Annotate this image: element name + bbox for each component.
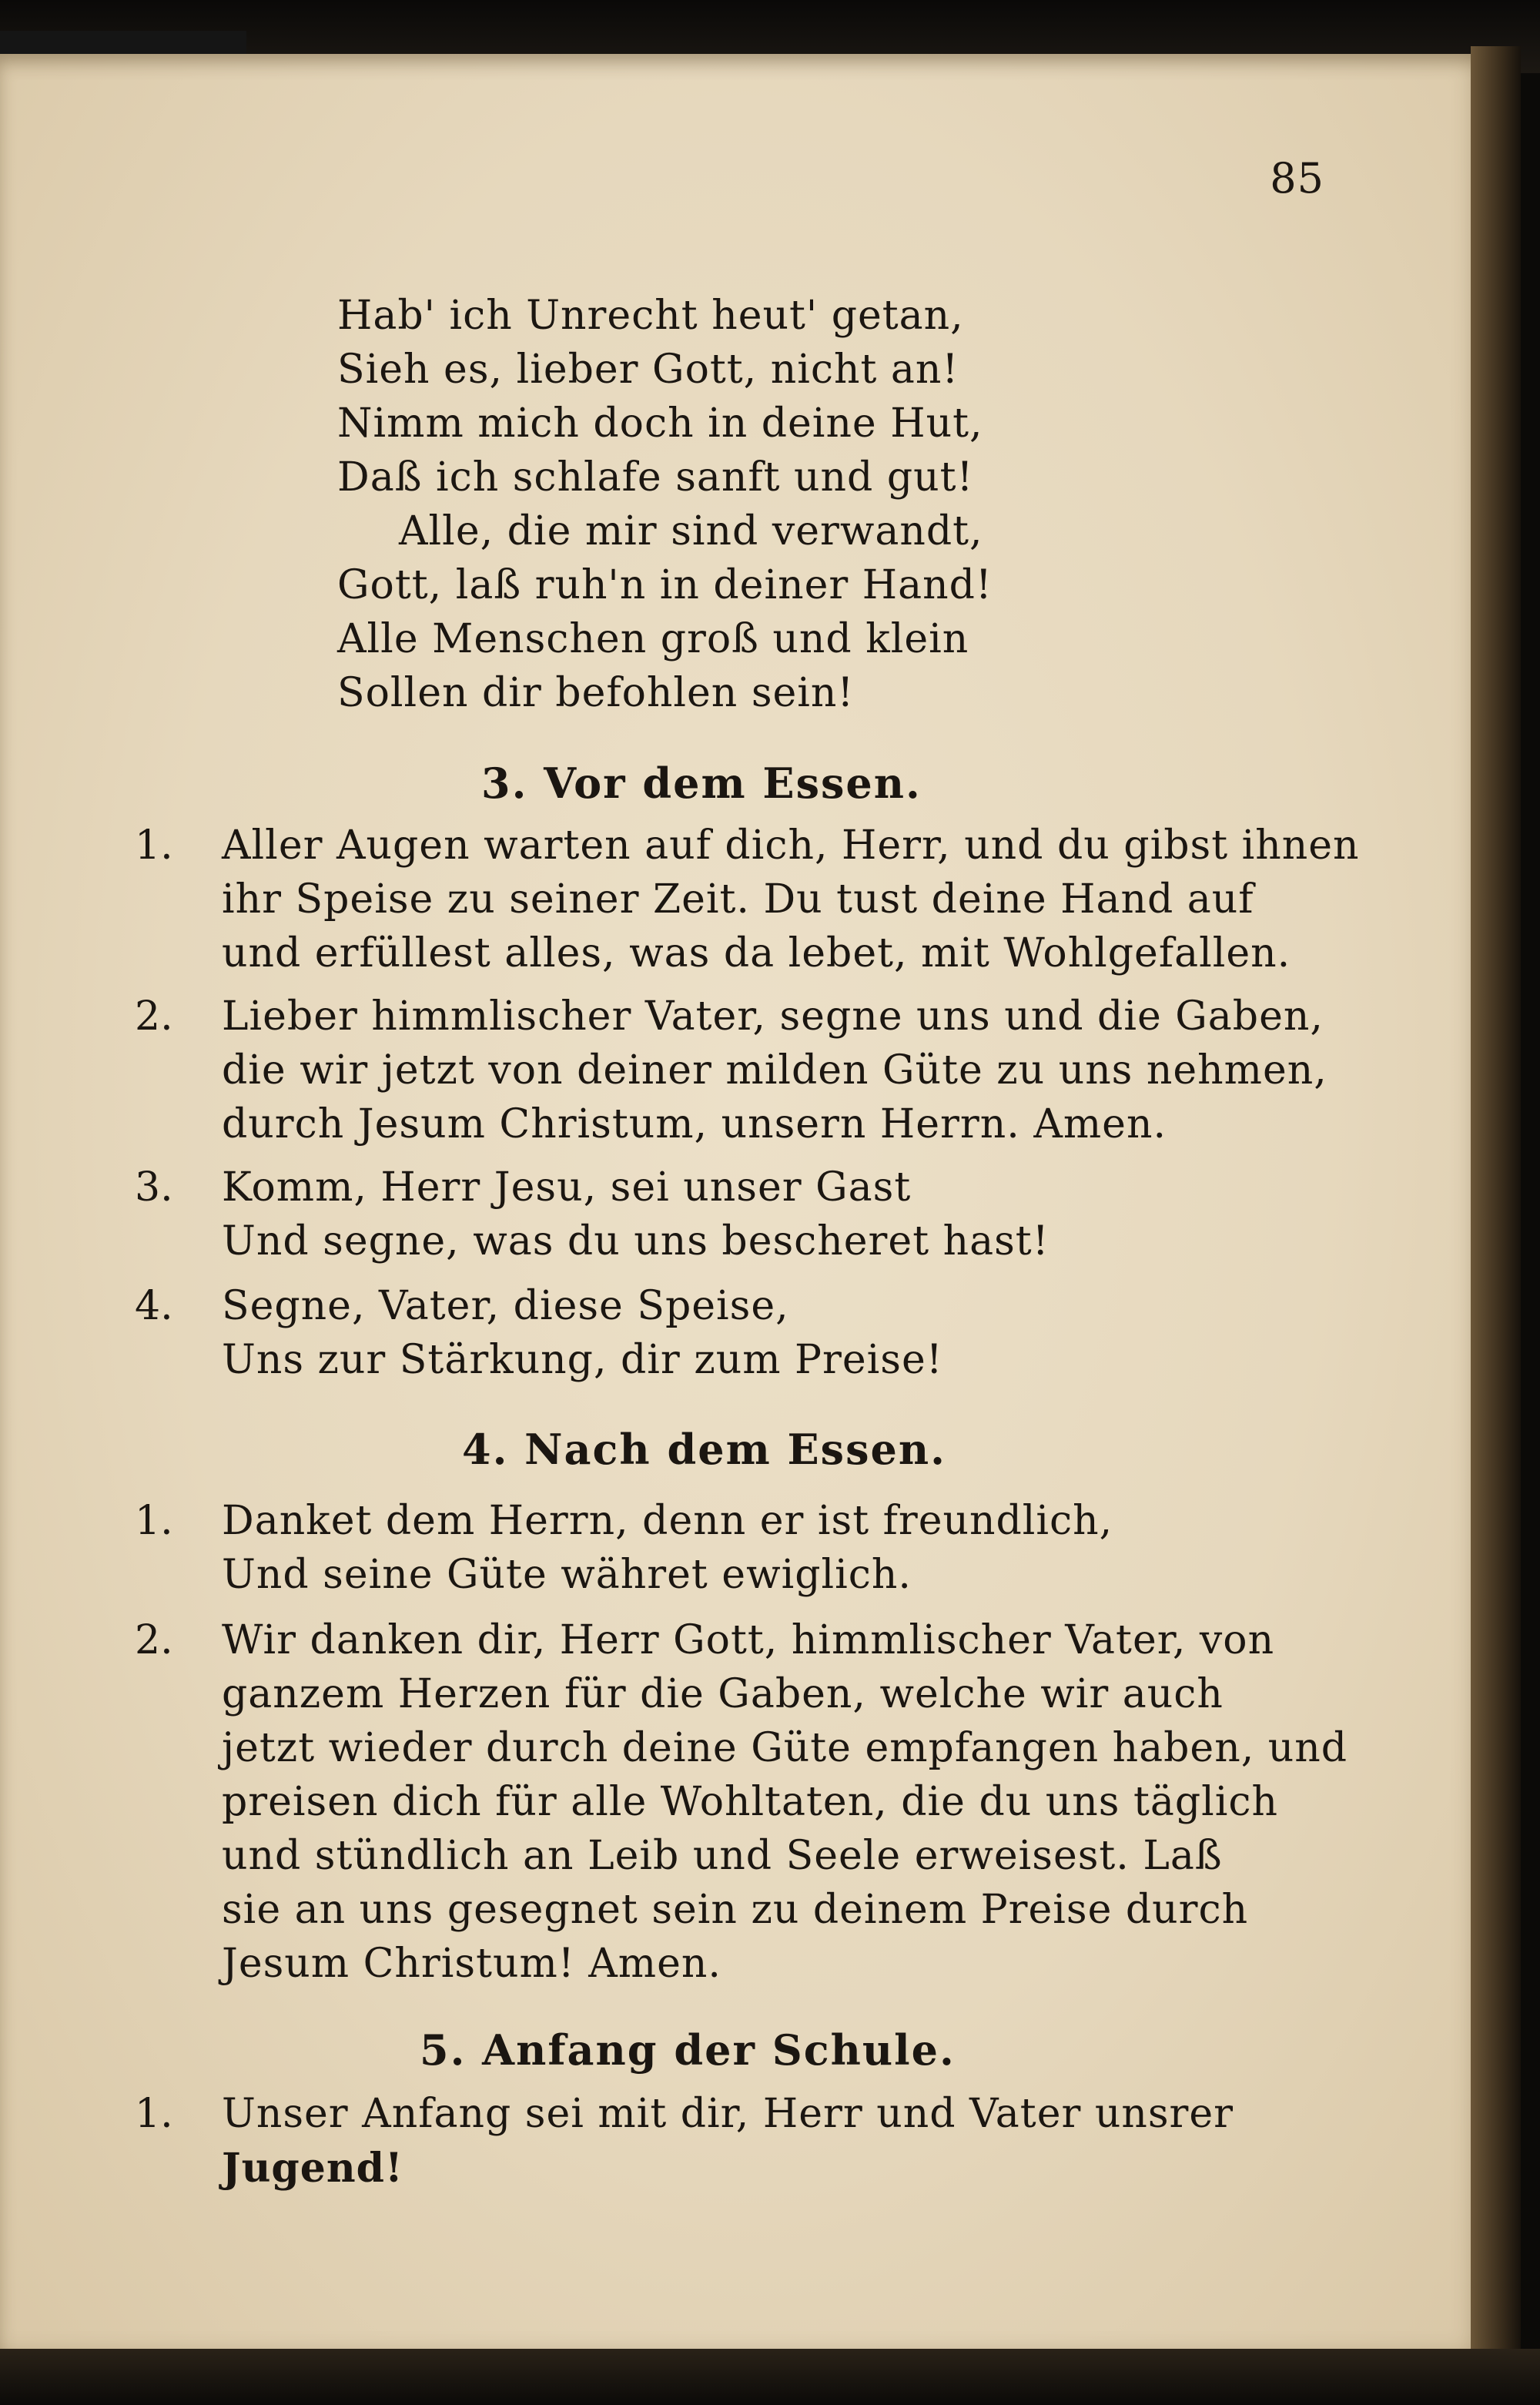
item-number: 1. — [135, 822, 173, 869]
body-line: Und segne, was du uns bescheret hast! — [222, 1218, 1050, 1264]
section-heading: 5. Anfang der Schule. — [420, 2025, 956, 2075]
body-line: Aller Augen warten auf dich, Herr, und du gibst ihnen — [222, 822, 1360, 869]
body-line: ihr Speise zu seiner Zeit. Du tust deine Hand auf — [222, 876, 1254, 923]
section-heading: 4. Nach dem Essen. — [462, 1425, 946, 1474]
section-heading: 3. Vor dem Essen. — [481, 759, 922, 808]
item-number: 1. — [135, 2091, 173, 2137]
page-edge-bottom — [0, 2349, 1540, 2405]
body-line: und stündlich an Leib und Seele erweisest. Laß — [222, 1833, 1223, 1879]
body-line: Unser Anfang sei mit dir, Herr und Vater unsrer — [222, 2091, 1234, 2137]
poem-line: Alle Menschen groß und klein — [337, 616, 969, 662]
item-number: 2. — [135, 993, 173, 1040]
body-line: Lieber himmlischer Vater, segne uns und die Gaben, — [222, 993, 1324, 1040]
poem-line: Sollen dir befohlen sein! — [337, 670, 855, 716]
item-number: 3. — [135, 1164, 173, 1211]
item-number: 4. — [135, 1283, 173, 1329]
body-line: preisen dich für alle Wohltaten, die du uns täglich — [222, 1779, 1279, 1825]
body-line: Jesum Christum! Amen. — [222, 1941, 721, 1987]
page-edge-right — [1471, 46, 1521, 2364]
body-line: Uns zur Stärkung, dir zum Preise! — [222, 1337, 943, 1383]
body-line: jetzt wieder durch deine Güte empfangen haben, und — [222, 1725, 1348, 1771]
poem-line: Gott, laß ruh'n in deiner Hand! — [337, 562, 993, 608]
page-number: 85 — [1270, 154, 1324, 203]
body-line: Danket dem Herrn, denn er ist freundlich, — [222, 1498, 1113, 1544]
body-line: die wir jetzt von deiner milden Güte zu uns nehmen, — [222, 1047, 1327, 1094]
item-number: 1. — [135, 1498, 173, 1544]
poem-line: Sieh es, lieber Gott, nicht an! — [337, 347, 959, 393]
body-line: ganzem Herzen für die Gaben, welche wir auch — [222, 1671, 1224, 1717]
poem-line: Alle, die mir sind verwandt, — [399, 508, 983, 554]
poem-line: Nimm mich doch in deine Hut, — [337, 400, 983, 447]
poem-line: Hab' ich Unrecht heut' getan, — [337, 293, 964, 339]
body-line: durch Jesum Christum, unsern Herrn. Amen. — [222, 1101, 1167, 1147]
body-line: Komm, Herr Jesu, sei unser Gast — [222, 1164, 912, 1211]
item-number: 2. — [135, 1617, 173, 1663]
poem-line: Daß ich schlafe sanft und gut! — [337, 454, 974, 501]
body-line: Segne, Vater, diese Speise, — [222, 1283, 789, 1329]
body-line: Jugend! — [222, 2145, 403, 2192]
body-line: und erfüllest alles, was da lebet, mit Wohlgefallen. — [222, 930, 1291, 976]
body-line: sie an uns gesegnet sein zu deinem Preise durch — [222, 1887, 1249, 1933]
body-line: Und seine Güte währet ewiglich. — [222, 1552, 912, 1598]
body-line: Wir danken dir, Herr Gott, himmlischer Vater, von — [222, 1617, 1275, 1663]
